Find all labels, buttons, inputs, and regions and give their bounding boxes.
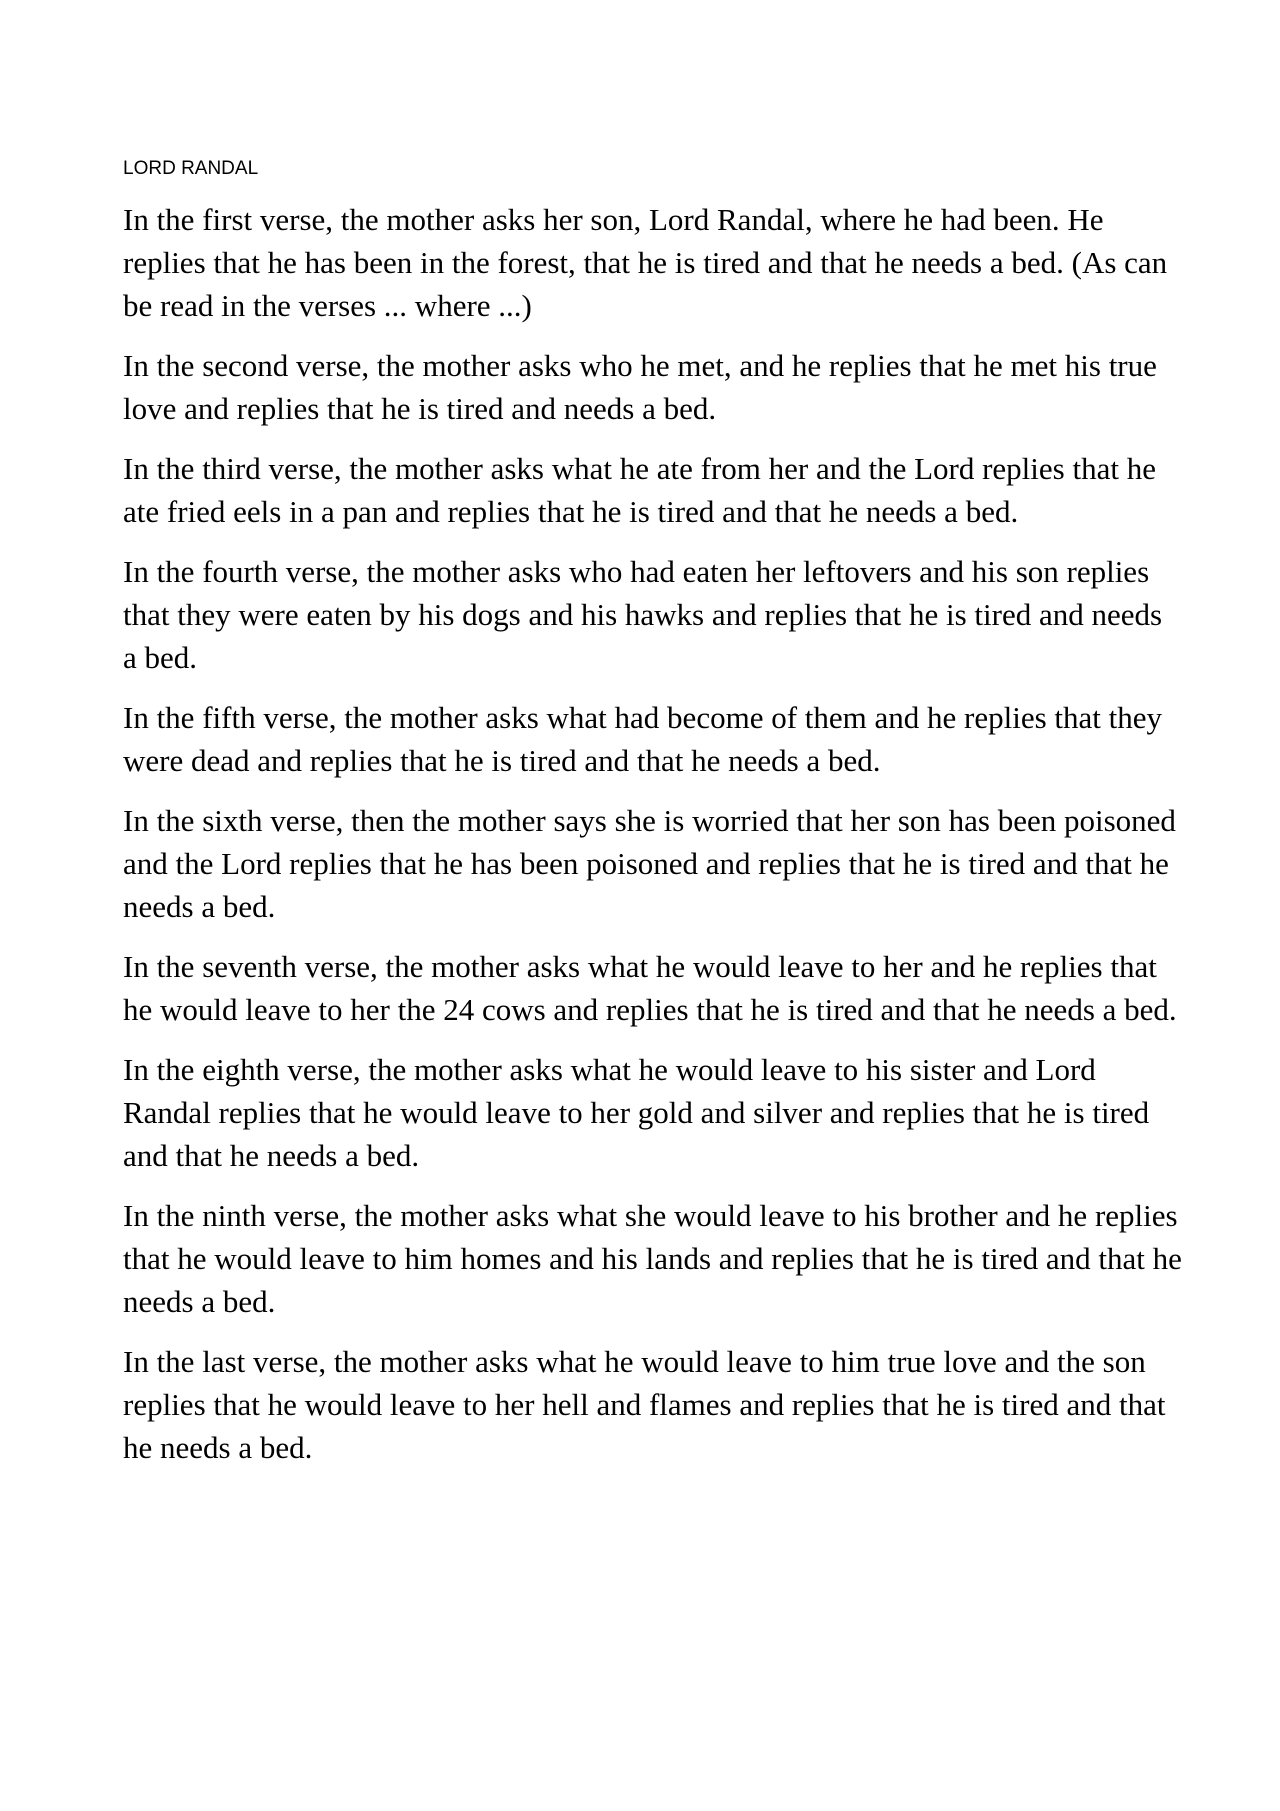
paragraph-verse-3: In the third verse, the mother asks what he ate from her and the Lord replies that he ate fried eels in a pan and replies that he is tired and that he needs a bed. [123, 451, 1156, 529]
document-body [123, 198, 1183, 1486]
paragraph-verse-6: In the sixth verse, then the mother says she is worried that her son has been poisoned and the Lord replies that he has been poisoned and replies that he is tired and that he needs a bed. [123, 803, 1176, 924]
paragraph-verse-9: In the ninth verse, the mother asks what she would leave to his brother and he replies that he would leave to him homes and his lands and replies that he is tired and that he needs a bed. [123, 1198, 1182, 1319]
paragraph-verse-4: In the fourth verse, the mother asks who had eaten her leftovers and his son replies that they were eaten by his dogs and his hawks and replies that he is tired and needs a bed. [123, 554, 1163, 675]
paragraph-verse-1: In the first verse, the mother asks her son, Lord Randal, where he had been. He replies that he has been in the forest, that he is tired and that he needs a bed. (As can be read in the verses ... where ...) [123, 202, 1168, 323]
paragraph-verse-8: In the eighth verse, the mother asks what he would leave to his sister and Lord Randal replies that he would leave to her gold and silver and replies that he is tired and that he needs a bed. [123, 1052, 1150, 1173]
document-title: LORD RANDAL [123, 158, 259, 179]
paragraph-verse-7: In the seventh verse, the mother asks what he would leave to her and he replies that he would leave to her the 24 cows and replies that he is tired and that he needs a bed. [123, 949, 1177, 1027]
paragraph-verse-5: In the fifth verse, the mother asks what had become of them and he replies that they were dead and replies that he is tired and that he needs a bed. [123, 700, 1163, 778]
paragraph-verse-last: In the last verse, the mother asks what he would leave to him true love and the son replies that he would leave to her hell and flames and replies that he is tired and that he needs a bed. [123, 1344, 1166, 1465]
paragraph-verse-2: In the second verse, the mother asks who he met, and he replies that he met his true love and replies that he is tired and needs a bed. [123, 348, 1157, 426]
